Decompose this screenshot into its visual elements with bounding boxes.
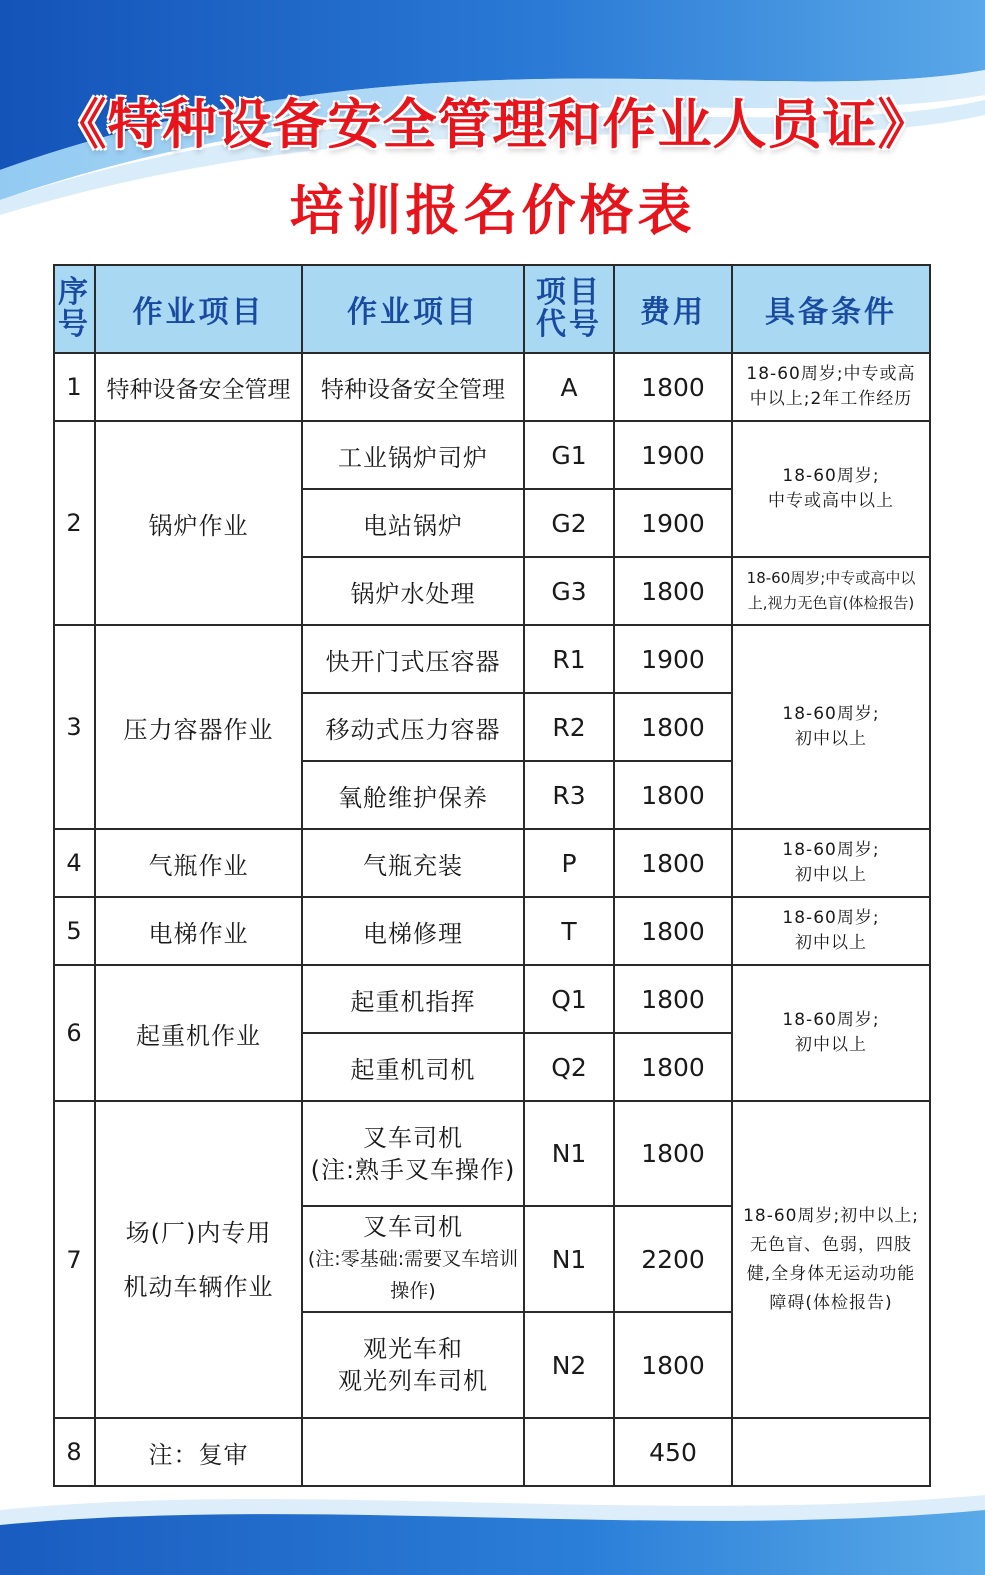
price-table xyxy=(53,264,931,1487)
row-seq: 5 xyxy=(54,897,95,965)
row-item: 气瓶充装 xyxy=(302,829,524,897)
row-code: N2 xyxy=(524,1312,614,1418)
row-category: 压力容器作业 xyxy=(95,625,302,829)
table-row xyxy=(54,1101,930,1206)
row-code: G1 xyxy=(524,421,614,489)
row-fee: 1900 xyxy=(614,421,732,489)
row-item: 快开门式压容器 xyxy=(302,625,524,693)
header-fee: 费用 xyxy=(614,265,732,353)
row-code: G2 xyxy=(524,489,614,557)
row-fee: 1900 xyxy=(614,489,732,557)
row-requirement: 18-60周岁; 初中以上 xyxy=(732,965,930,1101)
row-requirement: 18-60周岁;中专或高 中以上;2年工作经历 xyxy=(732,353,930,421)
row-seq: 1 xyxy=(54,353,95,421)
row-code: P xyxy=(524,829,614,897)
row-item: 锅炉水处理 xyxy=(302,557,524,625)
table-row xyxy=(54,625,930,693)
row-item: 起重机指挥 xyxy=(302,965,524,1033)
row-seq: 8 xyxy=(54,1418,95,1486)
header-item: 作业项目 xyxy=(302,265,524,353)
row-seq: 4 xyxy=(54,829,95,897)
row-requirement: 18-60周岁; 初中以上 xyxy=(732,897,930,965)
row-requirement xyxy=(732,1418,930,1486)
row-code: A xyxy=(524,353,614,421)
row-item: 电梯修理 xyxy=(302,897,524,965)
row-category: 注：复审 xyxy=(95,1418,302,1486)
row-fee: 1800 xyxy=(614,829,732,897)
row-fee: 1800 xyxy=(614,761,732,829)
row-fee: 1900 xyxy=(614,625,732,693)
row-code: G3 xyxy=(524,557,614,625)
row-category: 锅炉作业 xyxy=(95,421,302,625)
row-fee: 2200 xyxy=(614,1206,732,1312)
row-item xyxy=(302,1418,524,1486)
row-seq: 7 xyxy=(54,1101,95,1418)
row-item: 工业锅炉司炉 xyxy=(302,421,524,489)
row-requirement: 18-60周岁;中专或高中以 上,视力无色盲(体检报告) xyxy=(732,557,930,625)
row-code: R2 xyxy=(524,693,614,761)
row-fee: 1800 xyxy=(614,1101,732,1206)
title-line-2: 培训报名价格表 xyxy=(289,179,696,242)
row-item: 移动式压力容器 xyxy=(302,693,524,761)
table-row xyxy=(54,353,930,421)
header-requirement: 具备条件 xyxy=(732,265,930,353)
row-fee: 1800 xyxy=(614,897,732,965)
row-item: 叉车司机 (注:熟手叉车操作) xyxy=(302,1101,524,1206)
row-category: 场(厂)内专用 机动车辆作业 xyxy=(95,1101,302,1418)
row-seq: 6 xyxy=(54,965,95,1101)
row-code: N1 xyxy=(524,1206,614,1312)
row-category: 电梯作业 xyxy=(95,897,302,965)
table-row xyxy=(54,421,930,489)
row-code: Q1 xyxy=(524,965,614,1033)
row-seq: 2 xyxy=(54,421,95,625)
table-row xyxy=(54,1418,930,1486)
row-code: N1 xyxy=(524,1101,614,1206)
title-line-1: 《特种设备安全管理和作业人员证》 xyxy=(52,93,933,156)
table-row xyxy=(54,897,930,965)
row-fee: 1800 xyxy=(614,1312,732,1418)
row-item: 叉车司机 (注:零基础:需要叉车培训操作) xyxy=(302,1206,524,1312)
row-fee: 1800 xyxy=(614,693,732,761)
header-seq: 序 号 xyxy=(54,265,95,353)
row-code: R3 xyxy=(524,761,614,829)
row-code: T xyxy=(524,897,614,965)
row-item: 观光车和 观光列车司机 xyxy=(302,1312,524,1418)
row-item: 电站锅炉 xyxy=(302,489,524,557)
header-code: 项目 代号 xyxy=(524,265,614,353)
header-category: 作业项目 xyxy=(95,265,302,353)
row-code: Q2 xyxy=(524,1033,614,1101)
row-fee: 1800 xyxy=(614,557,732,625)
row-code xyxy=(524,1418,614,1486)
row-item: 特种设备安全管理 xyxy=(302,353,524,421)
row-code: R1 xyxy=(524,625,614,693)
row-fee: 450 xyxy=(614,1418,732,1486)
table-row xyxy=(54,829,930,897)
row-category: 特种设备安全管理 xyxy=(95,353,302,421)
row-fee: 1800 xyxy=(614,1033,732,1101)
row-item: 起重机司机 xyxy=(302,1033,524,1101)
row-fee: 1800 xyxy=(614,353,732,421)
row-requirement: 18-60周岁; 初中以上 xyxy=(732,625,930,829)
row-requirement: 18-60周岁; 初中以上 xyxy=(732,829,930,897)
row-item: 氧舱维护保养 xyxy=(302,761,524,829)
row-fee: 1800 xyxy=(614,965,732,1033)
table-row xyxy=(54,965,930,1033)
row-category: 气瓶作业 xyxy=(95,829,302,897)
row-seq: 3 xyxy=(54,625,95,829)
row-requirement: 18-60周岁; 中专或高中以上 xyxy=(732,421,930,557)
row-requirement: 18-60周岁;初中以上; 无色盲、色弱，四肢 健,全身体无运动功能 障碍(体检报告) xyxy=(732,1101,930,1418)
row-category: 起重机作业 xyxy=(95,965,302,1101)
table-header-row xyxy=(54,265,930,353)
